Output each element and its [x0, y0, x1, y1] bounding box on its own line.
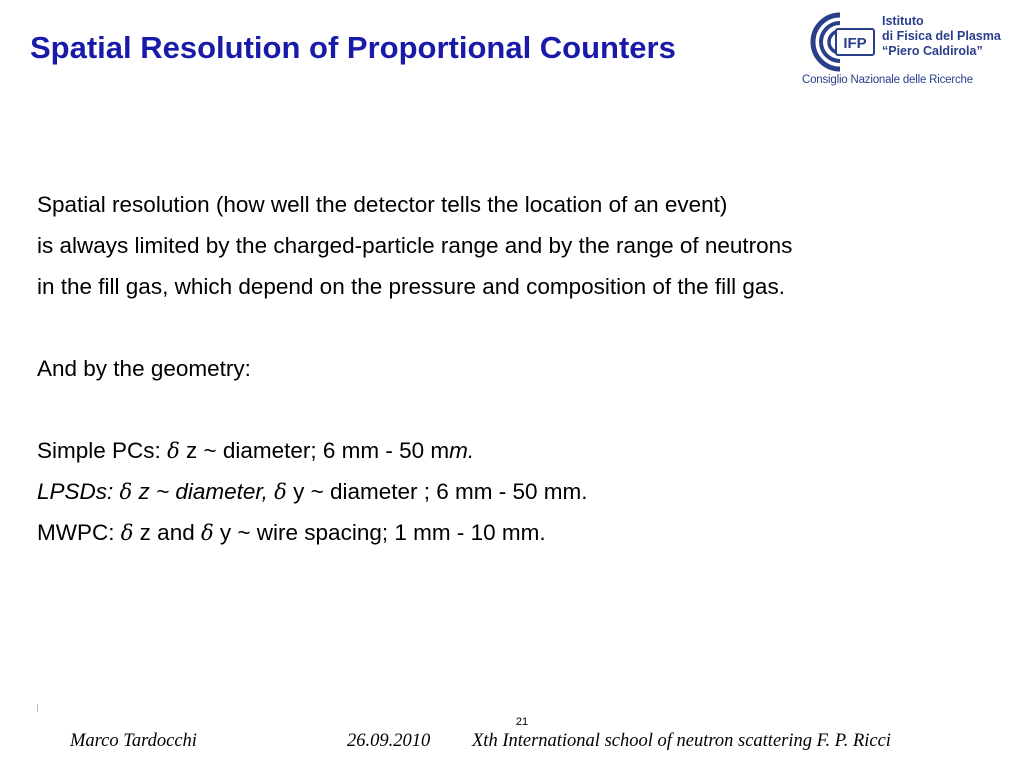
simple-pcs-label: Simple PCs: — [37, 438, 161, 463]
slide-title: Spatial Resolution of Proportional Counters — [30, 30, 676, 65]
mwpc-text: z and — [133, 520, 195, 545]
logo-institute-name — [882, 14, 1001, 59]
institute-logo — [802, 10, 1020, 94]
page-number: 21 — [515, 716, 529, 728]
body-line-2: is always limited by the charged-particle range and by the range of neutrons — [37, 233, 793, 258]
mwpc-text-rest: y ~ wire spacing; 1 mm - 10 mm. — [213, 520, 546, 545]
logo-line-1: Istituto — [882, 14, 924, 28]
lpsds-text: z ~ diameter, — [132, 479, 268, 504]
simple-pcs-text: z ~ diameter; 6 mm - 50 m — [179, 438, 450, 463]
delta-symbol: δ — [167, 439, 180, 463]
footer-date: 26.09.2010 — [347, 731, 431, 751]
ifp-logo-icon — [806, 12, 878, 72]
lpsds-line — [37, 471, 1007, 512]
footer-event: Xth International school of neutron scattering F. P. Ricci — [472, 731, 891, 751]
spacer — [37, 307, 1007, 348]
body-line-geometry: And by the geometry: — [37, 356, 251, 381]
spacer — [37, 389, 1007, 430]
lpsds-label: LPSDs: — [37, 479, 114, 504]
footer-author: Marco Tardocchi — [70, 731, 197, 751]
simple-pcs-line — [37, 430, 1007, 471]
delta-symbol: δ — [120, 521, 134, 545]
delta-symbol: δ — [200, 521, 214, 545]
logo-line-2: di Fisica del Plasma — [882, 29, 1001, 43]
body-line-3: in the fill gas, which depend on the pressure and composition of the fill gas. — [37, 274, 785, 299]
simple-pcs-end: m. — [449, 438, 475, 463]
mwpc-label: MWPC: — [37, 520, 115, 545]
placeholder-marker — [37, 704, 38, 712]
logo-line-3: “Piero Caldirola” — [882, 44, 983, 58]
slide-footer — [0, 731, 1024, 755]
mwpc-line — [37, 512, 1007, 553]
logo-mark-text: IFP — [843, 35, 867, 52]
logo-subtitle: Consiglio Nazionale delle Ricerche — [802, 74, 973, 86]
slide-body — [37, 184, 1007, 553]
delta-symbol: δ — [274, 480, 287, 504]
body-line-1: Spatial resolution (how well the detector tells the location of an event) — [37, 192, 728, 217]
delta-symbol: δ — [119, 480, 133, 504]
lpsds-text-rest: y ~ diameter ; 6 mm - 50 mm. — [286, 479, 588, 504]
